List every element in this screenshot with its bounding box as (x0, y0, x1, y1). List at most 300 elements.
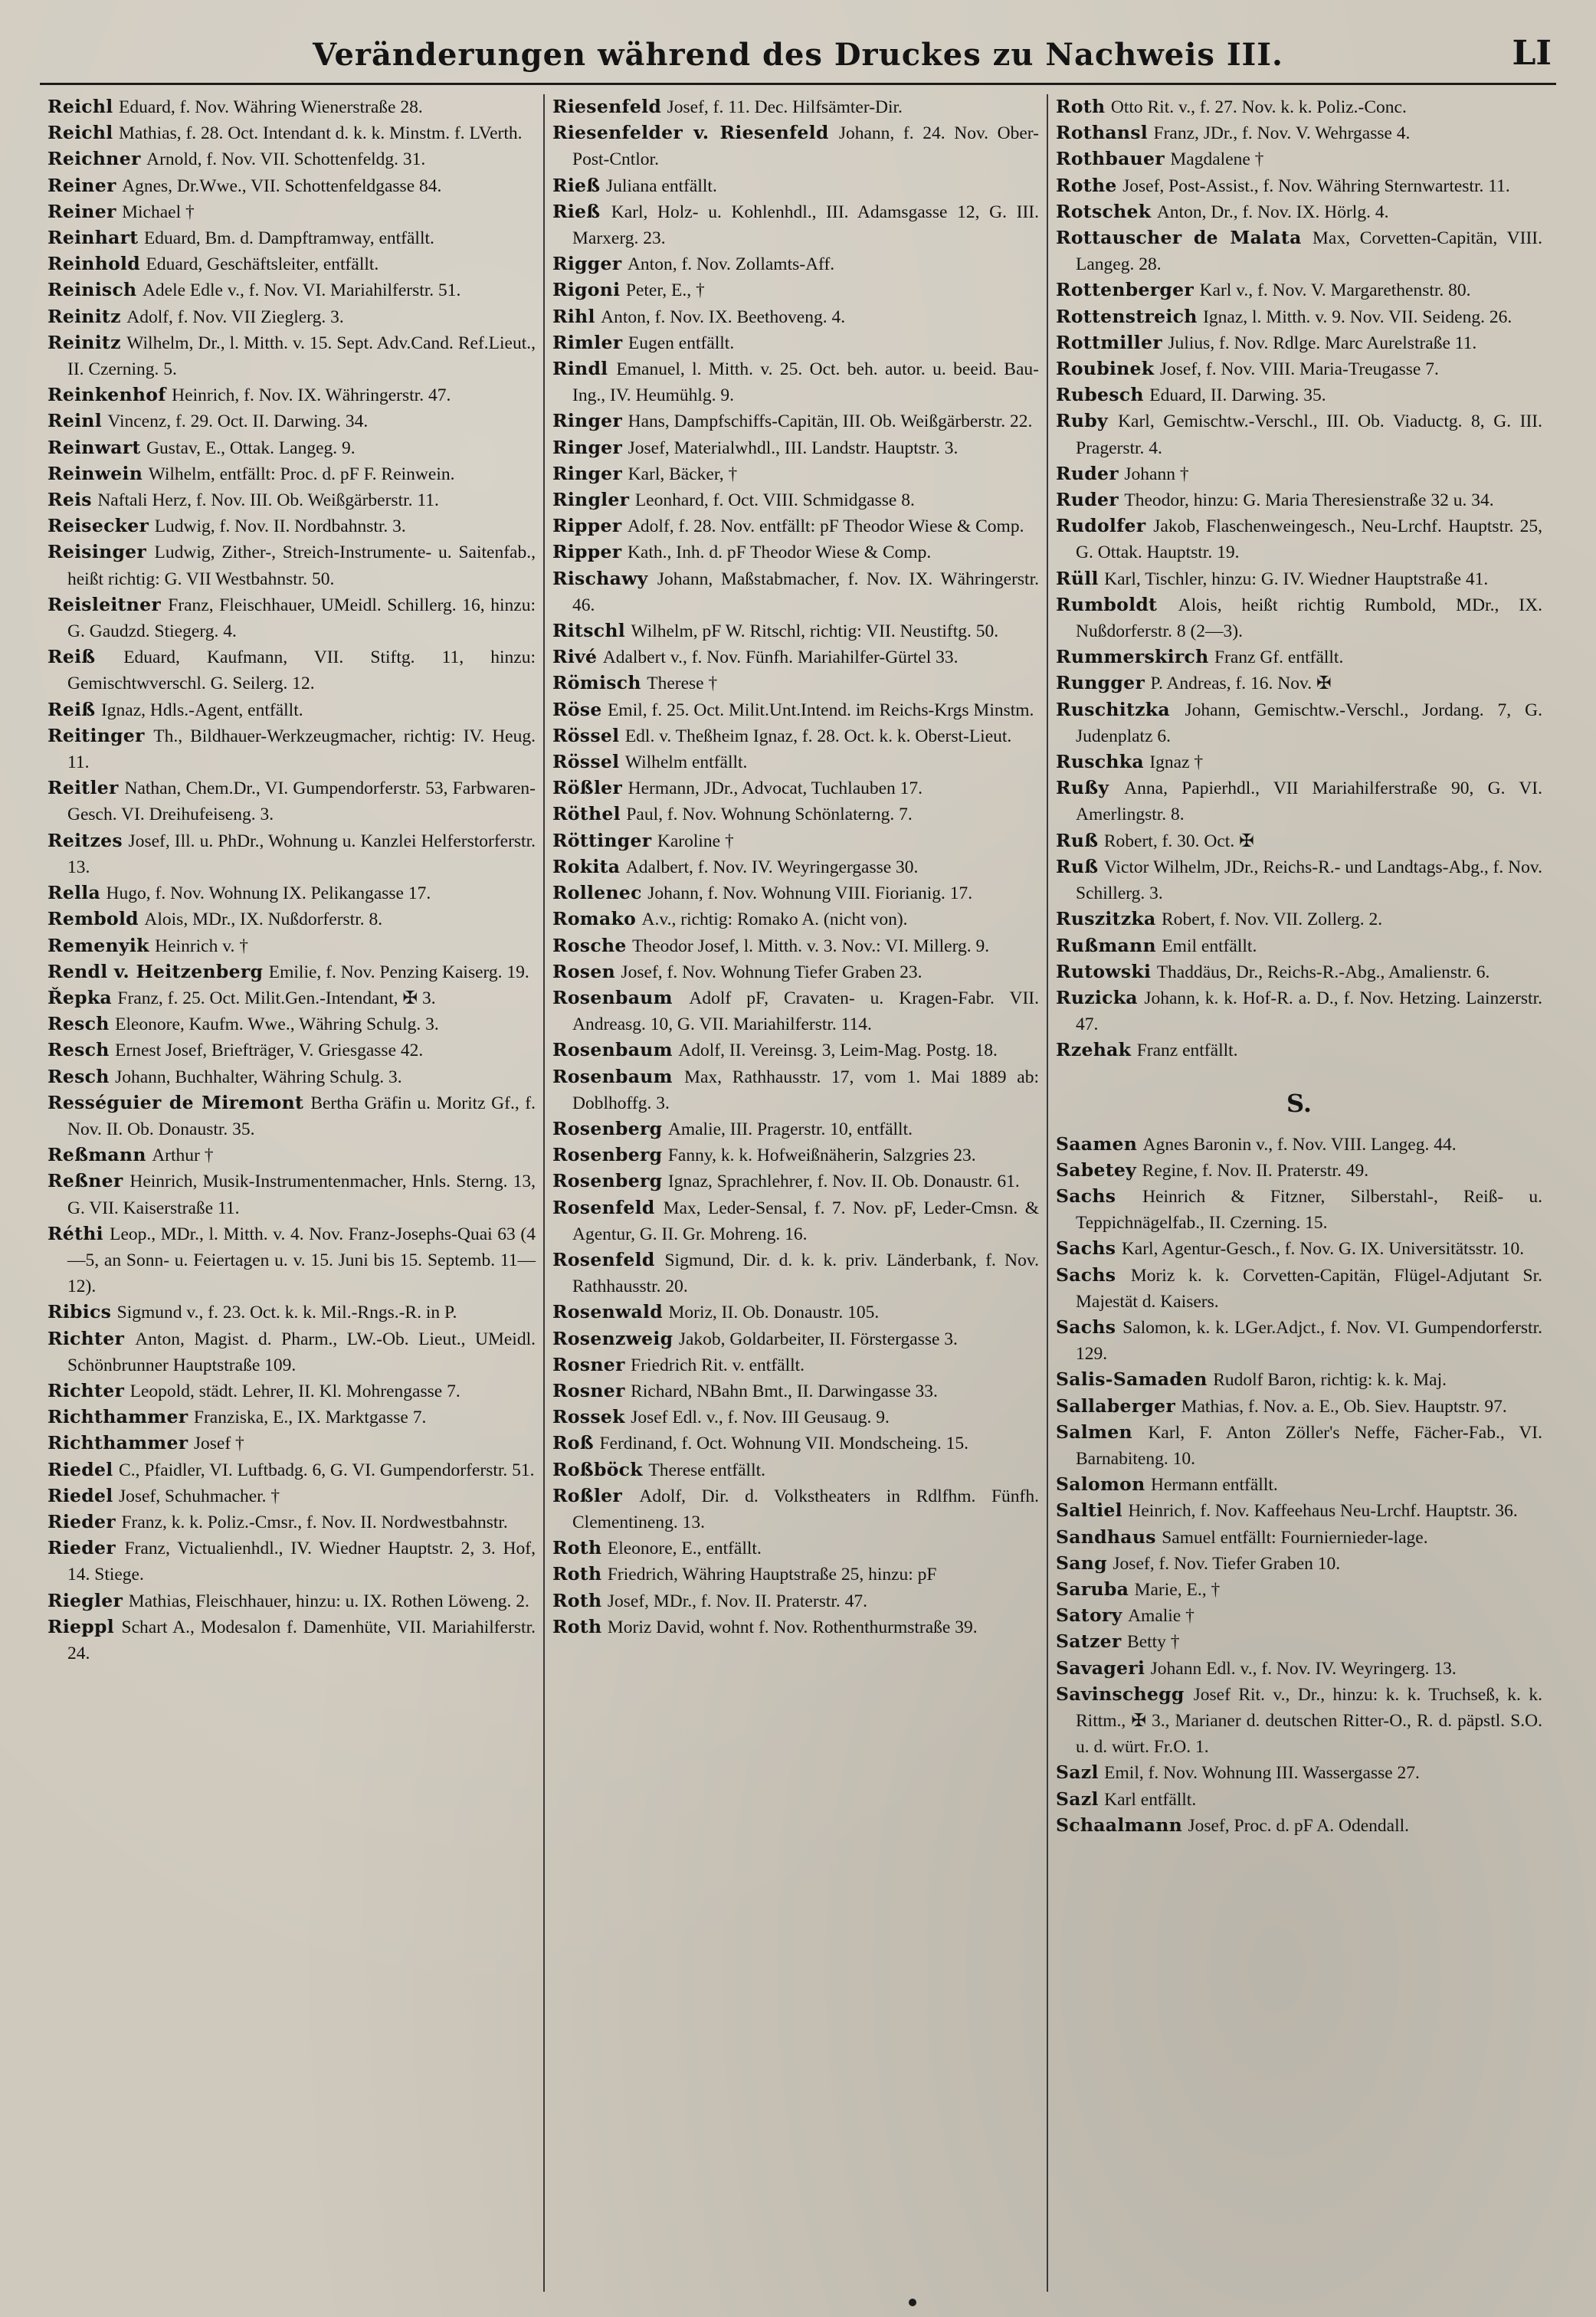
directory-entry (1056, 513, 1542, 565)
entry-surname: Rudolfer (1056, 515, 1146, 537)
entry-surname: Rosenfeld (552, 1196, 655, 1218)
entry-details: Eduard, Geschäftsleiter, entfällt. (146, 254, 379, 275)
entry-details: C., Pfaidler, VI. Luftbadg. 6, G. VI. Gumpendorferstr. 51. (119, 1460, 535, 1480)
entry-details: Emanuel, l. Mitth. v. 25. Oct. beh. autor. u. beeid. Bau-Ing., IV. Heumühlg. 9. (572, 359, 1039, 406)
directory-entry (48, 959, 536, 985)
directory-entry (48, 408, 536, 434)
entry-details: Eleonore, E., entfällt. (607, 1539, 762, 1559)
entry-surname: Rivé (552, 646, 598, 668)
entry-surname: Salis-Samaden (1056, 1368, 1208, 1391)
directory-entry (552, 801, 1039, 828)
entry-details: Theodor Josef, l. Mitth. v. 3. Nov.: VI. Millerg. 9. (632, 936, 990, 956)
directory-entry (552, 697, 1039, 723)
entry-surname: Roth (552, 1615, 602, 1637)
directory-entry (1056, 461, 1542, 487)
entry-surname: Reisleitner (48, 593, 162, 615)
directory-entry (48, 1457, 536, 1483)
directory-entry (48, 1090, 536, 1142)
entry-details: Karl, Tischler, hinzu: G. IV. Wiedner Hauptstraße 41. (1104, 569, 1489, 589)
entry-details: Betty † (1127, 1632, 1180, 1653)
entry-surname: Sang (1056, 1552, 1107, 1574)
entry-details: Sigmund, Dir. d. k. k. priv. Länderbank, f. Nov. Rathhausstr. 20. (572, 1250, 1039, 1297)
entry-details: Franz, k. k. Poliz.-Cmsr., f. Nov. II. Nordwestbahnstr. (121, 1512, 508, 1532)
entry-surname: Reßner (48, 1170, 123, 1192)
entry-details: Theodor, hinzu: G. Maria Theresienstraße 32 u. 34. (1124, 490, 1494, 511)
entry-details: Ludwig, f. Nov. II. Nordbahnstr. 3. (154, 516, 406, 537)
directory-entry (1056, 1236, 1542, 1262)
directory-entry (552, 828, 1039, 854)
directory-entry (48, 173, 536, 199)
entry-surname: Rieß (552, 200, 601, 222)
directory-entry (48, 1011, 536, 1037)
directory-entry (48, 304, 536, 330)
entry-surname: Rigger (552, 253, 622, 275)
directory-entry (552, 1168, 1039, 1195)
directory-entry (48, 146, 536, 172)
entry-surname: Rutowski (1056, 960, 1152, 982)
entry-surname: Reiß (48, 646, 96, 668)
entry-surname: Sachs (1056, 1237, 1116, 1260)
entry-details: Johann, Maßstabmacher, f. Nov. IX. Währingerstr. 46. (572, 569, 1039, 615)
directory-entry (552, 1431, 1039, 1457)
entry-surname: Sachs (1056, 1185, 1116, 1207)
entry-details: Victor Wilhelm, JDr., Reichs-R.- und Landtags-Abg., f. Nov. Schillerg. 3. (1076, 857, 1542, 904)
entry-surname: Reitzes (48, 829, 123, 851)
entry-details: Johann, Gemischtw.-Verschl., Jordang. 7, G. Judenplatz 6. (1076, 700, 1542, 746)
entry-surname: Sazl (1056, 1788, 1099, 1810)
entry-details: Hugo, f. Nov. Wohnung IX. Pelikangasse 17. (106, 883, 431, 904)
entry-details: Mathias, f. 28. Oct. Intendant d. k. k. Minstm. f. LVerth. (119, 123, 523, 144)
entry-details: Ignaz, l. Mitth. v. 9. Nov. VII. Seideng. 26. (1203, 306, 1512, 327)
page-header (40, 32, 1556, 85)
entry-details: Anton, Magist. d. Pharm., LW.-Ob. Lieut., UMeidl. Schönbrunner Hauptstraße 109. (67, 1329, 536, 1375)
entry-details: Eduard, II. Darwing. 35. (1149, 385, 1326, 406)
directory-entry (48, 435, 536, 461)
directory-entry (552, 959, 1039, 985)
directory-entry (552, 1352, 1039, 1378)
directory-entry (48, 933, 536, 959)
entry-details: Ignaz † (1149, 752, 1204, 773)
entry-surname: Röthel (552, 803, 621, 825)
entry-details: Th., Bildhauer-Werkzeugmacher, richtig: IV. Heug. 11. (67, 726, 536, 773)
entry-details: Michael † (122, 202, 195, 222)
directory-entry (48, 513, 536, 539)
directory-entry (1056, 670, 1542, 696)
entry-surname: Riedel (48, 1484, 113, 1506)
directory-entry (1056, 382, 1542, 408)
directory-entry (1056, 120, 1542, 146)
entry-surname: Rosche (552, 934, 627, 956)
entry-surname: Sachs (1056, 1316, 1116, 1338)
directory-entry (1056, 1472, 1542, 1498)
entry-details: Franz, JDr., f. Nov. V. Wehrgasse 4. (1153, 123, 1411, 144)
page-title: Veränderungen während des Druckes zu Nachweis III. (313, 37, 1283, 73)
directory-entry (552, 749, 1039, 775)
entry-details: Sigmund v., f. 23. Oct. k. k. Mil.-Rngs.-R. in P. (116, 1303, 457, 1323)
entry-surname: Rosenberg (552, 1170, 663, 1192)
directory-entry (552, 1195, 1039, 1247)
entry-surname: Riegler (48, 1589, 123, 1611)
entry-surname: Reiner (48, 174, 116, 196)
entry-surname: Reinl (48, 410, 102, 432)
entry-details: Rudolf Baron, richtig: k. k. Maj. (1213, 1370, 1447, 1391)
entry-surname: Ruß (1056, 829, 1099, 851)
entry-details: Josef, MDr., f. Nov. II. Praterstr. 47. (607, 1591, 868, 1611)
entry-surname: Riesenfelder v. Riesenfeld (552, 122, 829, 144)
entry-details: Adolf, Dir. d. Volkstheaters in Rdlfhm. Fünfh. Clementineng. 13. (572, 1486, 1039, 1532)
entry-surname: Ringer (552, 410, 623, 432)
directory-entry (48, 251, 536, 277)
directory-entry (48, 828, 536, 880)
entry-columns (40, 94, 1556, 2292)
directory-entry (1056, 1315, 1542, 1367)
entry-surname: Resch (48, 1013, 110, 1035)
directory-entry (48, 985, 536, 1011)
directory-entry (552, 120, 1039, 172)
entry-details: Josef, Materialwhdl., III. Landstr. Hauptstr. 3. (628, 438, 959, 458)
directory-entry (1056, 173, 1542, 199)
directory-entry (48, 199, 536, 225)
entry-details: Anna, Papierhdl., VII Mariahilferstraße 90, G. VI. Amerlingstr. 8. (1076, 778, 1542, 825)
entry-details: Schart A., Modesalon f. Damenhüte, VII. Mariahilferstr. 24. (67, 1617, 536, 1663)
directory-entry (552, 1483, 1039, 1535)
entry-details: Anton, f. Nov. IX. Beethoveng. 4. (601, 306, 846, 327)
entry-surname: Roß (552, 1432, 594, 1454)
entry-surname: Reinwein (48, 462, 143, 484)
directory-entry (1056, 1813, 1542, 1839)
directory-entry (552, 199, 1039, 251)
entry-details: Karl, F. Anton Zöller's Neffe, Fächer-Fab., VI. Barnabiteng. 10. (1076, 1422, 1542, 1469)
directory-entry (48, 120, 536, 146)
directory-entry (1056, 697, 1542, 749)
entry-details: Friedrich, Währing Hauptstraße 25, hinzu: pF (607, 1565, 937, 1585)
directory-entry (1056, 1525, 1542, 1551)
entry-details: Emil entfällt. (1162, 936, 1257, 956)
entry-details: Josef, Post-Assist., f. Nov. Währing Sternwartestr. 11. (1122, 175, 1510, 196)
directory-entry (552, 1142, 1039, 1168)
entry-details: Leonhard, f. Oct. VIII. Schmidgasse 8. (634, 490, 915, 511)
entry-surname: Rosenbaum (552, 986, 673, 1008)
entry-surname: Rottmiller (1056, 331, 1162, 353)
directory-entry (48, 1299, 536, 1326)
directory-entry (552, 330, 1039, 356)
directory-entry (1056, 199, 1542, 225)
entry-surname: Richthammer (48, 1432, 188, 1454)
entry-surname: Sallaberger (1056, 1394, 1176, 1417)
entry-details: Johann, f. Nov. Wohnung VIII. Fiorianig. 17. (647, 883, 973, 904)
directory-entry (1056, 277, 1542, 303)
directory-entry (1056, 330, 1542, 356)
entry-details: Adolf pF, Cravaten- u. Kragen-Fabr. VII. Andreasg. 10, G. VII. Mariahilferstr. 114. (572, 988, 1039, 1035)
directory-entry (552, 1064, 1039, 1116)
directory-entry (1056, 933, 1542, 959)
entry-surname: Rußmann (1056, 934, 1156, 956)
directory-entry (1056, 1787, 1542, 1813)
entry-details: P. Andreas, f. 16. Nov. ✠ (1150, 673, 1332, 694)
directory-entry (48, 1404, 536, 1431)
entry-details: Karl, Agentur-Gesch., f. Nov. G. IX. Universitätsstr. 10. (1121, 1239, 1525, 1260)
directory-entry (552, 435, 1039, 461)
directory-entry (552, 1116, 1039, 1142)
directory-entry (48, 644, 536, 696)
entry-details: A.v., richtig: Romako A. (nicht von). (641, 909, 908, 930)
entry-surname: Ripper (552, 515, 622, 537)
entry-surname: Roth (552, 1537, 602, 1559)
directory-entry (48, 94, 536, 120)
entry-details: Magdalene † (1170, 149, 1264, 170)
entry-surname: Rimler (552, 331, 623, 353)
entry-surname: Řepka (48, 986, 112, 1008)
directory-entry (48, 1378, 536, 1404)
directory-entry (1056, 566, 1542, 592)
directory-entry (552, 723, 1039, 749)
directory-entry (1056, 1132, 1542, 1158)
directory-entry (552, 880, 1039, 906)
directory-entry (552, 1614, 1039, 1640)
entry-details: Franz entfällt. (1136, 1041, 1238, 1061)
entry-surname: Sabetey (1056, 1158, 1137, 1181)
directory-entry (552, 277, 1039, 303)
entry-details: Josef, f. Nov. Tiefer Graben 10. (1113, 1553, 1341, 1574)
entry-details: Hermann entfällt. (1151, 1475, 1278, 1496)
entry-details: Eduard, f. Nov. Währing Wienerstraße 28. (119, 97, 423, 117)
entry-details: Eduard, Kaufmann, VII. Stiftg. 11, hinzu: Gemischtwverschl. G. Seilerg. 12. (67, 647, 536, 694)
entry-surname: Rieder (48, 1537, 116, 1559)
directory-entry (1056, 592, 1542, 644)
entry-details: Josef, f. Nov. Wohnung Tiefer Graben 23. (621, 962, 923, 982)
directory-entry (48, 1535, 536, 1588)
entry-details: Anton, Dr., f. Nov. IX. Hörlg. 4. (1156, 202, 1389, 222)
entry-surname: Rößler (552, 777, 623, 799)
entry-details: Eleonore, Kaufm. Wwe., Währing Schulg. 3. (115, 1014, 439, 1035)
directory-entry (48, 723, 536, 775)
entry-details: Johann, k. k. Hof-R. a. D., f. Nov. Hetzing. Lainzerstr. 47. (1076, 988, 1542, 1035)
directory-entry (552, 566, 1039, 618)
entry-surname: Schaalmann (1056, 1814, 1183, 1836)
directory-entry (552, 985, 1039, 1037)
directory-entry (1056, 1603, 1542, 1629)
directory-entry (552, 1378, 1039, 1404)
entry-details: Wilhelm, pF W. Ritschl, richtig: VII. Neustiftg. 50. (631, 621, 999, 642)
directory-entry (1056, 225, 1542, 277)
entry-details: Max, Rathhausstr. 17, vom 1. Mai 1889 ab: Doblhoffg. 3. (572, 1067, 1039, 1113)
directory-entry (48, 1221, 536, 1300)
entry-surname: Riesenfeld (552, 96, 662, 117)
entry-details: Mathias, f. Nov. a. E., Ob. Siev. Hauptstr. 97. (1181, 1396, 1507, 1417)
entry-surname: Ruszitzka (1056, 908, 1156, 930)
entry-details: Vincenz, f. 29. Oct. II. Darwing. 34. (107, 411, 369, 432)
entry-surname: Rieß (552, 174, 601, 196)
column-left (40, 94, 543, 2292)
entry-details: Johann † (1124, 464, 1189, 484)
directory-entry (552, 1326, 1039, 1352)
entry-details: Franz, Fleischhauer, UMeidl. Schillerg. 16, hinzu: G. Gaudzd. Stiegerg. 4. (67, 595, 536, 642)
entry-surname: Rieder (48, 1510, 116, 1532)
directory-entry (1056, 1577, 1542, 1603)
entry-surname: Ruschka (1056, 751, 1144, 773)
entry-details: Josef, Ill. u. PhDr., Wohnung u. Kanzlei Helferstorferstr. 13. (67, 831, 536, 877)
entry-details: Friedrich Rit. v. entfällt. (631, 1355, 805, 1375)
entry-details: Julius, f. Nov. Rdlge. Marc Aurelstraße 11. (1168, 333, 1477, 353)
directory-entry (552, 670, 1039, 696)
directory-entry (552, 251, 1039, 277)
entry-details: Adalbert v., f. Nov. Fünfh. Mariahilfer-Gürtel 33. (602, 647, 959, 668)
entry-surname: Ripper (552, 541, 622, 563)
entry-details: Anton, f. Nov. Zollamts-Aff. (627, 254, 835, 275)
entry-details: Heinrich, f. Nov. Kaffeehaus Neu-Lrchf. Hauptstr. 36. (1128, 1501, 1518, 1522)
directory-entry (48, 697, 536, 723)
entry-details: Heinrich & Fitzner, Silberstahl-, Reiß- u. Teppichnägelfab., II. Czerning. 15. (1076, 1186, 1542, 1234)
entry-surname: Reisinger (48, 541, 147, 563)
directory-entry (48, 277, 536, 303)
directory-entry (48, 1614, 536, 1666)
entry-details: Josef Edl. v., f. Nov. III Geusaug. 9. (631, 1408, 890, 1428)
entry-details: Wilhelm, Dr., l. Mitth. v. 15. Sept. Adv.Cand. Ref.Lieut., II. Czerning. 5. (67, 333, 536, 380)
entry-details: Eduard, Bm. d. Dampftramway, entfällt. (143, 228, 434, 249)
entry-surname: Rossek (552, 1406, 625, 1428)
entry-surname: Rességuier de Miremont (48, 1091, 304, 1113)
entry-surname: Rzehak (1056, 1039, 1132, 1061)
entry-surname: Reinitz (48, 305, 121, 327)
entry-details: Max, Leder-Sensal, f. 7. Nov. pF, Leder-Cmsn. & Agentur, G. II. Gr. Mohreng. 16. (572, 1198, 1039, 1244)
entry-details: Emil, f. Nov. Wohnung III. Wassergasse 27. (1104, 1763, 1420, 1784)
entry-surname: Ruzicka (1056, 986, 1138, 1008)
entry-surname: Rischawy (552, 567, 648, 589)
entry-surname: Rotschek (1056, 200, 1152, 222)
entry-surname: Roth (552, 1563, 602, 1585)
entry-details: Ignaz, Sprachlehrer, f. Nov. II. Ob. Donaustr. 61. (667, 1172, 1020, 1192)
entry-surname: Rußy (1056, 777, 1109, 799)
entry-details: Jakob, Flaschenweingesch., Neu-Lrchf. Hauptstr. 25, G. Ottak. Hauptstr. 19. (1076, 516, 1542, 563)
entry-surname: Ringler (552, 489, 630, 511)
directory-entry (552, 933, 1039, 959)
entry-surname: Römisch (552, 672, 641, 694)
directory-entry (552, 854, 1039, 880)
directory-entry (1056, 1394, 1542, 1420)
entry-details: Moriz, II. Ob. Donaustr. 105. (668, 1303, 880, 1323)
entry-surname: Rosenwald (552, 1301, 663, 1323)
directory-entry (48, 592, 536, 644)
entry-details: Alois, heißt richtig Rumbold, MDr., IX. Nußdorferstr. 8 (2—3). (1076, 595, 1542, 642)
entry-details: Agnes, Dr.Wwe., VII. Schottenfeldgasse 84. (122, 175, 442, 196)
entry-surname: Roth (1056, 96, 1106, 117)
entry-surname: Riedel (48, 1458, 113, 1480)
entry-surname: Reinhold (48, 253, 141, 275)
entry-surname: Rothansl (1056, 122, 1149, 144)
directory-entry (1056, 146, 1542, 172)
entry-surname: Sazl (1056, 1762, 1099, 1784)
column-right (1047, 94, 1550, 2292)
entry-surname: Rembold (48, 908, 139, 930)
entry-details: Therese † (647, 673, 718, 694)
entry-details: Gustav, E., Ottak. Langeg. 9. (146, 438, 356, 458)
entry-details: Max, Corvetten-Capitän, VIII. Langeg. 28. (1076, 228, 1542, 275)
directory-entry (48, 1064, 536, 1090)
entry-details: Josef, f. Nov. VIII. Maria-Treugasse 7. (1159, 359, 1439, 380)
entry-surname: Rosen (552, 960, 615, 982)
directory-entry (1056, 985, 1542, 1037)
entry-surname: Salmen (1056, 1421, 1132, 1443)
entry-details: Moriz David, wohnt f. Nov. Rothenthurmstraße 39. (607, 1617, 978, 1637)
entry-surname: Rummerskirch (1056, 646, 1209, 668)
directory-entry (552, 304, 1039, 330)
directory-entry (552, 539, 1039, 565)
entry-details: Bertha Gräfin u. Moritz Gf., f. Nov. II. Ob. Donaustr. 35. (67, 1093, 536, 1139)
directory-entry (48, 461, 536, 487)
entry-details: Therese entfällt. (648, 1460, 766, 1480)
entry-surname: Rosner (552, 1353, 625, 1375)
entry-surname: Rubesch (1056, 384, 1144, 406)
entry-surname: Rumboldt (1056, 593, 1158, 615)
entry-details: Heinrich, Musik-Instrumentenmacher, Hnls. Sterng. 13, G. VII. Kaiserstraße 11. (67, 1172, 536, 1218)
entry-surname: Reitinger (48, 724, 145, 746)
entry-surname: Ruder (1056, 462, 1119, 484)
entry-surname: Rihl (552, 305, 595, 327)
entry-surname: Reßmann (48, 1144, 146, 1166)
directory-entry (1056, 644, 1542, 670)
entry-details: Emil, f. 25. Oct. Milit.Unt.Intend. im Reichs-Krgs Minstm. (608, 700, 1034, 720)
entry-details: Franz, f. 25. Oct. Milit.Gen.-Intendant, ✠ 3. (117, 988, 436, 1008)
entry-surname: Roßler (552, 1484, 623, 1506)
directory-entry (552, 356, 1039, 408)
entry-details: Agnes Baronin v., f. Nov. VIII. Langeg. 44. (1142, 1134, 1457, 1155)
directory-entry (552, 173, 1039, 199)
entry-details: Amalie † (1128, 1606, 1195, 1627)
entry-details: Marie, E., † (1134, 1579, 1221, 1600)
entry-surname: Rosner (552, 1379, 625, 1401)
entry-surname: Rosenberg (552, 1144, 663, 1166)
directory-entry (1056, 1158, 1542, 1184)
directory-entry (1056, 487, 1542, 513)
entry-details: Josef, Schuhmacher. † (119, 1486, 280, 1506)
directory-entry (48, 1509, 536, 1535)
section-letter: S. (1286, 1088, 1313, 1118)
entry-details: Hermann, JDr., Advocat, Tuchlauben 17. (628, 778, 923, 799)
entry-details: Arnold, f. Nov. VII. Schottenfeldg. 31. (146, 149, 426, 170)
entry-details: Hans, Dampfschiffs-Capitän, III. Ob. Weißgärberstr. 22. (628, 411, 1033, 432)
directory-entry (552, 1588, 1039, 1614)
entry-surname: Ruschitzka (1056, 698, 1170, 720)
entry-details: Arthur † (152, 1145, 214, 1166)
directory-entry (1056, 1760, 1542, 1786)
entry-surname: Saruba (1056, 1578, 1129, 1600)
entry-details: Emilie, f. Nov. Penzing Kaiserg. 19. (268, 962, 529, 982)
entry-surname: Remenyik (48, 934, 149, 956)
entry-surname: Richter (48, 1327, 125, 1349)
directory-entry (552, 487, 1039, 513)
directory-entry (552, 513, 1039, 539)
entry-surname: Richthammer (48, 1406, 188, 1428)
entry-surname: Roth (552, 1589, 602, 1611)
entry-surname: Reichner (48, 148, 141, 170)
entry-surname: Ringer (552, 462, 623, 484)
directory-entry (1056, 1629, 1542, 1655)
directory-entry (1056, 94, 1542, 120)
directory-entry (552, 408, 1039, 434)
entry-details: Adele Edle v., f. Nov. VI. Mariahilferstr. 51. (142, 280, 461, 301)
entry-surname: Rottenberger (1056, 279, 1195, 301)
entry-details: Regine, f. Nov. II. Praterstr. 49. (1142, 1160, 1369, 1181)
entry-details: Edl. v. Theßheim Ignaz, f. 28. Oct. k. k. Oberst-Lieut. (624, 726, 1012, 746)
entry-surname: Reinisch (48, 279, 137, 301)
entry-surname: Rosenbaum (552, 1039, 673, 1061)
entry-surname: Rosenbaum (552, 1065, 673, 1087)
entry-details: Juliana entfällt. (605, 175, 717, 196)
entry-details: Josef † (193, 1434, 244, 1454)
entry-surname: Ruby (1056, 410, 1108, 432)
entry-details: Naftali Herz, f. Nov. III. Ob. Weißgärberstr. 11. (97, 490, 439, 511)
entry-details: Josef, f. 11. Dec. Hilfsämter-Dir. (667, 97, 903, 117)
